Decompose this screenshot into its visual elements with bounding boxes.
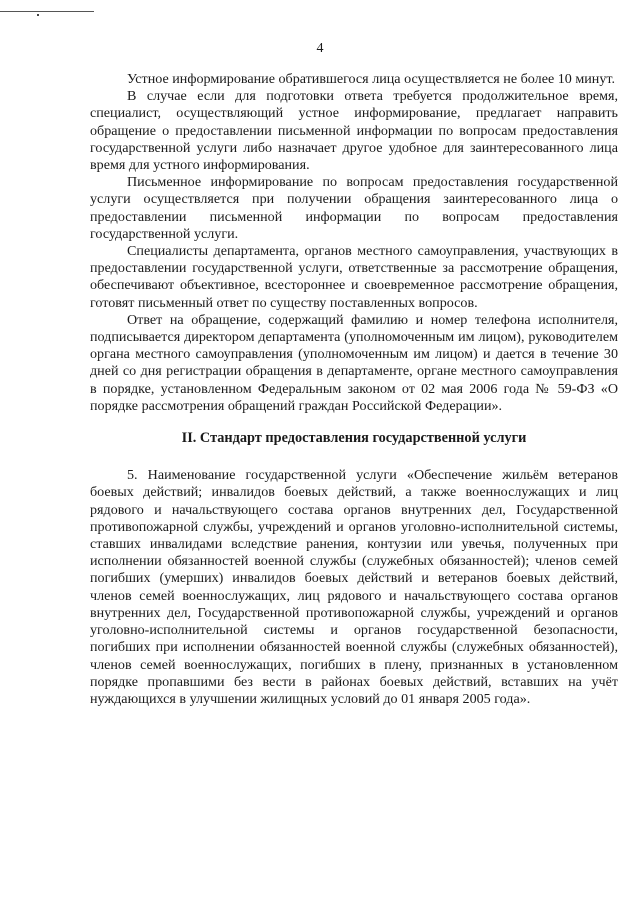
paragraph-long-preparation: В случае если для подготовки ответа требуется продолжительное время, специалист, осуществляющий устное информирование, предлагает направить обращение о предоставлении письменной информации по вопросам предоставления государственной услуги либо назначает другое удобное для заинтересованного лица время для устного информирования. [90,88,618,174]
paragraph-oral-duration: Устное информирование обратившегося лица осуществляется не более 10 минут. [127,71,616,87]
paragraph-written-informing: Письменное информирование по вопросам предоставления государственной услуги осуществляется при получении обращения заинтересованного лица о предоставлении письменной информации по вопросам предоставления государственной услуги. [90,174,618,242]
scan-artifact-dot [37,14,39,16]
section-heading: II. Стандарт предоставления государственной услуги [181,430,527,447]
paragraph-specialists: Специалисты департамента, органов местного самоуправления, участвующих в предоставлении государственной услуги, ответственные за рассмотрение обращения, обеспечивают объективное, всестороннее и своевременное рассмотрение обращения, готовят письменный ответ по существу поставленных вопросов. [90,243,618,311]
document-body [90,71,618,708]
scan-artifact-line [0,11,94,12]
page-number: 4 [316,41,324,56]
paragraph-response: Ответ на обращение, содержащий фамилию и номер телефона исполнителя, подписывается директором департамента (уполномоченным им лицом), руководителем органа местного самоуправления (уполномоченным им лицом) и дается в течение 30 дней со дня регистрации обращения в департаменте, органе местного самоуправления в порядке, установленном Федеральным законом от 02 мая 2006 года № 59-ФЗ «О порядке рассмотрения обращений граждан Российской Федерации». [90,311,618,414]
paragraph-service-name: 5. Наименование государственной услуги «Обеспечение жильём ветеранов боевых действий; инвалидов боевых действий, а также военнослужащих и лиц рядового и начальствующего состава органов внутренних дел, Государственной противопожарной службы, учреждений и органов уголовно-исполнительной системы, ставших инвалидами вследствие ранения, контузии или увечья, полученных при исполнении обязанностей военной службы (служебных обязанностей); членов семей погибших (умерших) инвалидов боевых действий и ветеранов боевых действий, членов семей военнослужащих, лиц рядового и начальствующего состава органов внутренних дел, Государственной противопожарной службы, учреждений и органов уголовно-исполнительной системы и органов государственной безопасности, погибших при исполнении обязанностей военной службы (служебных обязанностей), членов семей военнослужащих, погибших в плену, признанных в установленном порядке пропавшими без вести в районах боевых действий, вставших на учёт нуждающихся в улучшении жилищных условий до 01 января 2005 года». [90,467,618,707]
